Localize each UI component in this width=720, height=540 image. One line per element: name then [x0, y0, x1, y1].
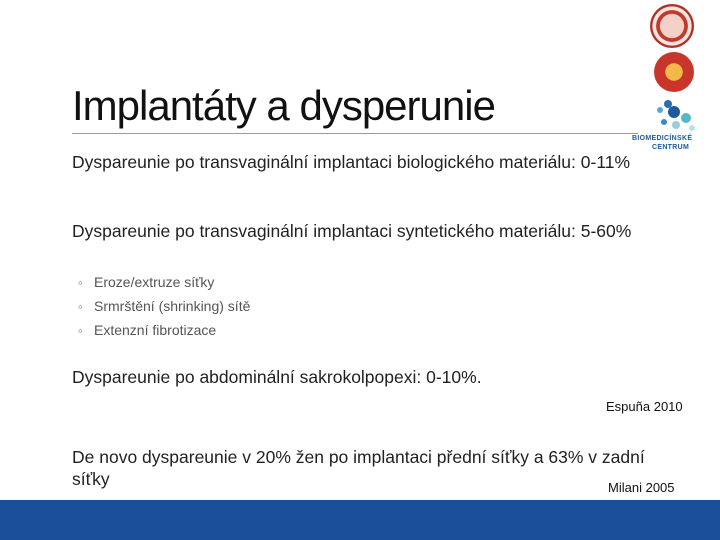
logo-line-2: CENTRUM	[652, 144, 690, 151]
citation-milani	[608, 480, 675, 495]
citation-espuna	[606, 399, 683, 414]
list-item	[78, 273, 250, 297]
citation-author: Milani	[608, 480, 642, 495]
paragraph-biological: Dyspareunie po transvaginální implantaci biologického materiálu: 0-11%	[72, 152, 631, 172]
paragraph-synthetic: Dyspareunie po transvaginální implantaci syntetického materiálu: 5-60%	[72, 221, 632, 241]
slide-title: Implantáty a dysperunie	[72, 82, 495, 129]
bullet-marker: ◦	[78, 299, 83, 314]
biomedical-center-wordmark	[632, 134, 720, 152]
bullet-marker: ◦	[78, 323, 83, 338]
citation-year: 2010	[653, 399, 683, 414]
bullet-text: Eroze/extruze síťky	[94, 274, 215, 290]
title-divider	[72, 133, 638, 134]
bullet-marker: ◦	[78, 275, 83, 290]
faculty-seal-icon	[654, 52, 694, 92]
paragraph-de-novo: De novo dyspareunie v 20% žen po implantaci přední síťky a 63% v zadní síťky	[72, 447, 645, 489]
biomedical-center-logo-icon	[646, 98, 706, 134]
citation-author: Espuña	[606, 399, 651, 414]
footer-bar	[0, 500, 720, 540]
list-item	[78, 297, 250, 321]
list-item	[78, 321, 250, 345]
sub-bullet-list	[78, 273, 250, 345]
logo-line-1: BIOMEDICÍNSKÉ	[632, 135, 693, 142]
citation-year: 2005	[645, 480, 675, 495]
logo-group	[610, 0, 720, 170]
bullet-text: Srmrštění (shrinking) sítě	[94, 298, 251, 314]
paragraph-sacrocolpopexy: Dyspareunie po abdominální sakrokolpopexi: 0-10%.	[72, 367, 482, 387]
university-seal-icon	[650, 4, 694, 48]
bullet-text: Extenzní fibrotizace	[94, 322, 217, 338]
